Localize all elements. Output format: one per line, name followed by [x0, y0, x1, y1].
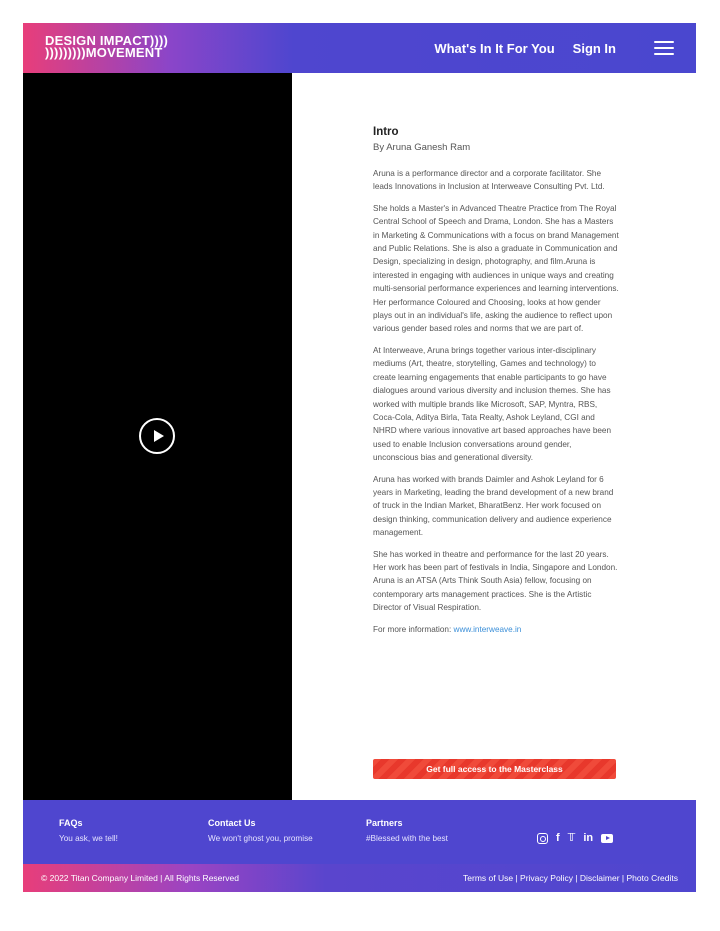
intro-paragraph: Aruna has worked with brands Daimler and Ashok Leyland for 6 years in Marketing, leading the brand development of a new brand of truck in the Indian Market, BharatBenz. Her work focused on design thinking, communication delivery and audience experience management.	[373, 474, 614, 538]
intro-paragraph: She has worked in theatre and performance for the last 20 years. Her work has been part of festivals in India, Singapore and London. Aruna is an ATSA (Arts Think South Asia) fellow, focusing on contemporary arts management practices. She is the Artistic Director of Visual Respiration.	[373, 549, 618, 613]
intro-paragraph: At Interweave, Aruna brings together various inter-disciplinary mediums (Art, theatre, storytelling, Games and technology) to create learning engagements that enable participants to go have dialogues around various diversity and inclusion themes. She has worked with multiple brands like Microsoft, SAP, Myntra, RBS, Coca-Cola, Aditya Birla, Tata Realty, Ashok Leyland, CGI and NHRD where various innovative art based approaches have been used to enable Inclusion conversations around gender, unconscious bias and generational diversity.	[373, 345, 612, 463]
intro-panel	[292, 73, 696, 800]
nav-sign-in-link[interactable]: Sign In	[572, 40, 616, 56]
footer-faqs-title[interactable]: FAQs	[59, 818, 83, 828]
interweave-link[interactable]: www.interweave.in	[453, 624, 522, 634]
copyright: © 2022 Titan Company Limited | All Rights Reserved	[41, 873, 239, 883]
legal-links: Terms of Use | Privacy Policy | Disclaimer | Photo Credits	[463, 873, 678, 883]
masterclass-access-button[interactable]: Get full access to the Masterclass	[373, 759, 616, 779]
footer-faqs-subtitle: You ask, we tell!	[59, 834, 118, 843]
header	[23, 23, 696, 73]
privacy-link[interactable]: Privacy Policy	[520, 873, 573, 883]
footer-partners-subtitle: #Blessed with the best	[366, 834, 448, 843]
intro-title: Intro	[373, 126, 399, 138]
twitter-icon[interactable]: 𝕋	[567, 832, 576, 844]
footer	[23, 800, 696, 864]
more-info-label: For more information:	[373, 624, 452, 634]
disclaimer-link[interactable]: Disclaimer	[579, 873, 620, 883]
bottom-bar	[23, 864, 696, 892]
terms-link[interactable]: Terms of Use	[463, 873, 514, 883]
top-nav	[434, 23, 676, 73]
logo-line-1: DESIGN IMPACT))))	[45, 33, 169, 48]
footer-partners-title[interactable]: Partners	[366, 818, 403, 828]
instagram-icon[interactable]	[537, 833, 548, 844]
social-links	[537, 832, 621, 844]
logo[interactable]	[45, 35, 168, 59]
author-byline: By Aruna Ganesh Ram	[373, 142, 471, 153]
more-info	[373, 623, 619, 636]
intro-paragraph: Aruna is a performance director and a corporate facilitator. She leads Innovations in Inclusion at Interweave Consulting Pvt. Ltd.	[373, 169, 605, 192]
main-content	[23, 73, 696, 800]
intro-paragraph: She holds a Master's in Advanced Theatre Practice from The Royal Central School of Speech and Drama, London. She has a Masters in Marketing & Communications with a focus on brand Management and Public Relations. She is also a graduate in Communication and Design, specializing in design, photography, and film.Aruna is interested in engaging with audiences in unique ways and creating multi-sensorial performance experiences and learning interventions. Her performance Coloured and Choosing, looks at how gender plays out in an individual's life, asking the audience to reflect upon various gender based roles and norms that we are part of.	[373, 203, 619, 334]
footer-faqs[interactable]	[59, 818, 118, 843]
facebook-icon[interactable]: f	[556, 832, 560, 844]
footer-partners[interactable]	[366, 818, 448, 843]
page-frame	[23, 23, 696, 892]
logo-line-2: )))))))))MOVEMENT	[45, 45, 163, 60]
video-player[interactable]	[23, 73, 292, 800]
youtube-icon[interactable]	[601, 834, 613, 843]
hamburger-menu-icon[interactable]	[654, 41, 674, 55]
footer-contact-title[interactable]: Contact Us	[208, 818, 256, 828]
photo-credits-link[interactable]: Photo Credits	[626, 873, 678, 883]
linkedin-icon[interactable]: in	[583, 832, 594, 844]
footer-contact[interactable]	[208, 818, 313, 843]
play-icon[interactable]	[139, 418, 175, 454]
nav-whats-in-it-link[interactable]: What's In It For You	[434, 40, 555, 56]
footer-contact-subtitle: We won't ghost you, promise	[208, 834, 313, 843]
